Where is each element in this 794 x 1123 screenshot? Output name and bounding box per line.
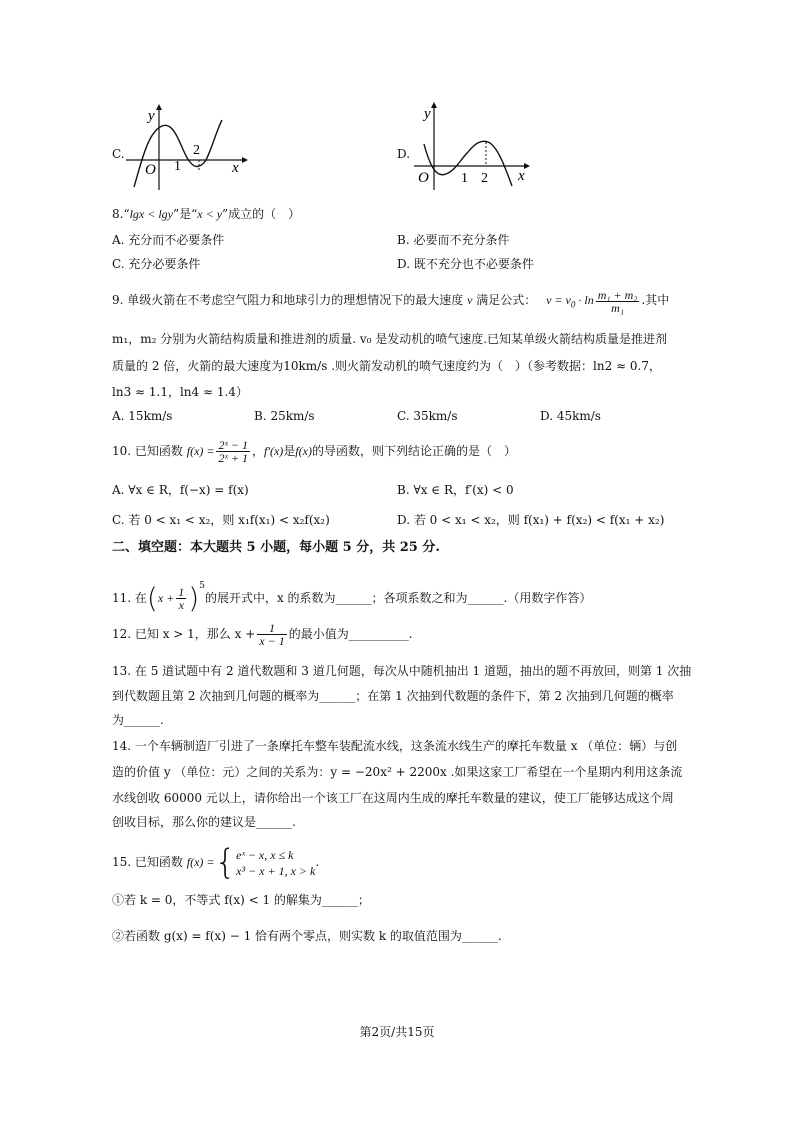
graph-d-tick-1: 1 xyxy=(461,171,468,186)
q9-option-d: D. 45km/s xyxy=(540,409,601,423)
q15-case-2: x³ − x + 1, x > k xyxy=(236,863,316,878)
q9-text-a: 9. 单级火箭在不考虑空气阻力和地球引力的理想情况下的最大速度 xyxy=(112,293,464,307)
option-c-label: C. xyxy=(112,147,125,161)
question-8 xyxy=(112,206,300,222)
q9-fraction-denominator: m₁ xyxy=(611,300,625,315)
q8-expr-lg: lgx < lgy xyxy=(129,207,174,221)
question-11: 11. 在(x + $\frac{1}{x}$ )$^5$的展开式中，x 的系数为______；各项系数之和为______.（用数字作答） xyxy=(112,581,592,615)
question-14-line-2: 造的价值 y （单位：元）之间的关系为：y = −20x² + 2200x .如果这家工厂希望在一个星期内利用这条流 xyxy=(112,765,683,779)
q10-is: 是 xyxy=(283,444,296,458)
q15-head: 15. 已知函数 xyxy=(112,855,183,869)
q9-option-c: C. 35km/s xyxy=(397,409,458,423)
q9-v: v xyxy=(467,293,473,307)
section-2-heading: 二、填空题：本大题共 5 小题，每小题 5 分，共 25 分. xyxy=(112,540,440,555)
q8-quote-mid: ”是“ xyxy=(173,207,198,221)
q9-fraction xyxy=(596,289,640,314)
q11-fraction-denominator: x xyxy=(178,598,184,612)
question-10 xyxy=(112,436,516,466)
graph-d-y-label: y xyxy=(424,106,431,122)
q10-comma: ， xyxy=(251,444,264,458)
graph-c-y-label: y xyxy=(148,108,155,124)
q11-x: x + xyxy=(157,591,175,605)
q10-option-d: D. 若 0 < x₁ < x₂，则 f(x₁) + f(x₂) < f(x₁ + x₂) xyxy=(397,513,665,527)
question-15-part-2: ②若函数 g(x) = f(x) − 1 恰有两个零点，则实数 k 的取值范围为______. xyxy=(112,929,502,943)
q9-fraction-numerator: m₁ + m₂ xyxy=(597,287,638,302)
q9-formula xyxy=(546,287,641,315)
q10-option-b: B. ∀x ∈ R，f′(x) < 0 xyxy=(397,483,514,497)
q8-option-b: B. 必要而不充分条件 xyxy=(397,233,510,247)
question-9-line-1 xyxy=(112,285,669,319)
question-13-line-2: 到代数题且第 2 次抽到几何题的概率为______；在第 1 次抽到代数题的条件下，第 2 次抽到几何题的概率 xyxy=(112,689,674,703)
graph-c-x-label: x xyxy=(232,160,239,176)
q12-fraction-numerator: 1 xyxy=(257,622,286,635)
q8-option-a: A. 充分而不必要条件 xyxy=(112,233,225,247)
q10-fx: f(x) = xyxy=(186,444,215,458)
q11-fraction xyxy=(176,586,186,611)
graph-d xyxy=(412,100,537,192)
graph-c-tick-2: 2 xyxy=(193,143,200,158)
q15-cases xyxy=(236,847,315,879)
graph-c xyxy=(124,102,254,192)
graph-d-x-label: x xyxy=(518,168,525,184)
question-9-line-2: m₁，m₂ 分别为火箭结构质量和推进剂的质量. v₀ 是发动机的喷气速度.已知某单级火箭结构质量是推进剂 xyxy=(112,332,668,346)
q9-formula-sub: 0 xyxy=(570,299,576,310)
q11-exponent: 5 xyxy=(199,581,205,591)
q10-fraction-denominator: 2ˣ + 1 xyxy=(218,451,248,465)
q10-fx2: f(x) xyxy=(295,444,312,458)
graph-d-tick-2: 2 xyxy=(481,171,488,186)
q9-formula-ln: · ln xyxy=(578,293,594,307)
q9-formula-lhs: v = v xyxy=(546,293,571,307)
question-13-line-1: 13. 在 5 道试题中有 2 道代数题和 3 道几何题，每次从中随机抽出 1 道题，抽出的题不再放回，则第 1 次抽 xyxy=(112,664,692,678)
question-9-line-4: ln3 ≈ 1.1，ln4 ≈ 1.4） xyxy=(112,385,248,399)
q8-option-d: D. 既不充分也不必要条件 xyxy=(397,257,534,271)
question-15: 15. 已知函数 f(x) ={ eˣ − x, x ≤ k x³ − x + 1, x > k . xyxy=(112,842,320,883)
q10-fraction xyxy=(216,439,249,464)
q8-quote-open: “ xyxy=(123,207,130,221)
q9-option-b: B. 25km/s xyxy=(254,409,315,423)
q10-option-c: C. 若 0 < x₁ < x₂，则 x₁f(x₁) < x₂f(x₂) xyxy=(112,513,330,527)
q11-fraction-numerator: 1 xyxy=(178,585,185,599)
q9-text-c: .其中 xyxy=(641,293,670,307)
question-9-line-3: 质量的 2 倍，火箭的最大速度为10km/s .则火箭发动机的喷气速度约为（ ）（参考数据：ln2 ≈ 0.7， xyxy=(112,359,661,373)
q12-head: 12. 已知 x > 1，那么 x + xyxy=(112,627,256,641)
question-12 xyxy=(112,618,413,650)
q10-fraction-numerator: 2ˣ − 1 xyxy=(218,438,248,452)
option-d-label: D. xyxy=(397,147,411,161)
q10-option-a: A. ∀x ∈ R，f(−x) = f(x) xyxy=(112,483,249,497)
q12-fraction-denominator: x − 1 xyxy=(259,634,285,648)
graph-c-origin-label: O xyxy=(145,162,156,178)
question-14-line-1: 14. 一个车辆制造厂引进了一条摩托车整车装配流水线，这条流水线生产的摩托车数量 x （单位：辆）与创 xyxy=(112,739,678,753)
question-15-part-1: ①若 k = 0，不等式 f(x) < 1 的解集为______； xyxy=(112,893,370,907)
q8-option-c: C. 充分必要条件 xyxy=(112,257,201,271)
q15-fx: f(x) = xyxy=(186,855,215,869)
q8-tail: ”成立的（ ） xyxy=(222,207,301,221)
q15-end: . xyxy=(315,855,320,869)
graph-d-origin-label: O xyxy=(418,170,429,186)
q10-tail: 的导函数，则下列结论正确的是（ ） xyxy=(311,444,516,458)
page-footer: 第2页/共15页 xyxy=(359,1025,435,1039)
q8-number: 8. xyxy=(112,207,124,221)
q11-number: 11. 在 xyxy=(112,591,147,605)
q11-tail: 的展开式中，x 的系数为______；各项系数之和为______.（用数字作答） xyxy=(204,591,592,605)
question-14-line-4: 创收目标，那么你的建议是______. xyxy=(112,815,296,829)
q9-text-b: 满足公式： xyxy=(476,293,537,307)
graph-c-tick-1: 1 xyxy=(174,159,181,174)
question-14-line-3: 水线创收 60000 元以上，请你给出一个该工厂在这周内生成的摩托车数量的建议，使工厂能够达成这个周 xyxy=(112,791,674,805)
q8-expr-xy: x < y xyxy=(197,207,223,221)
q9-option-a: A. 15km/s xyxy=(112,409,173,423)
question-13-line-3: 为______. xyxy=(112,713,164,727)
q10-fprime: f′(x) xyxy=(263,444,284,458)
q12-tail: 的最小值为__________. xyxy=(288,627,413,641)
q10-number: 10. 已知函数 xyxy=(112,444,183,458)
q12-fraction xyxy=(257,622,286,647)
q15-case-1: eˣ − x, x ≤ k xyxy=(236,847,294,862)
